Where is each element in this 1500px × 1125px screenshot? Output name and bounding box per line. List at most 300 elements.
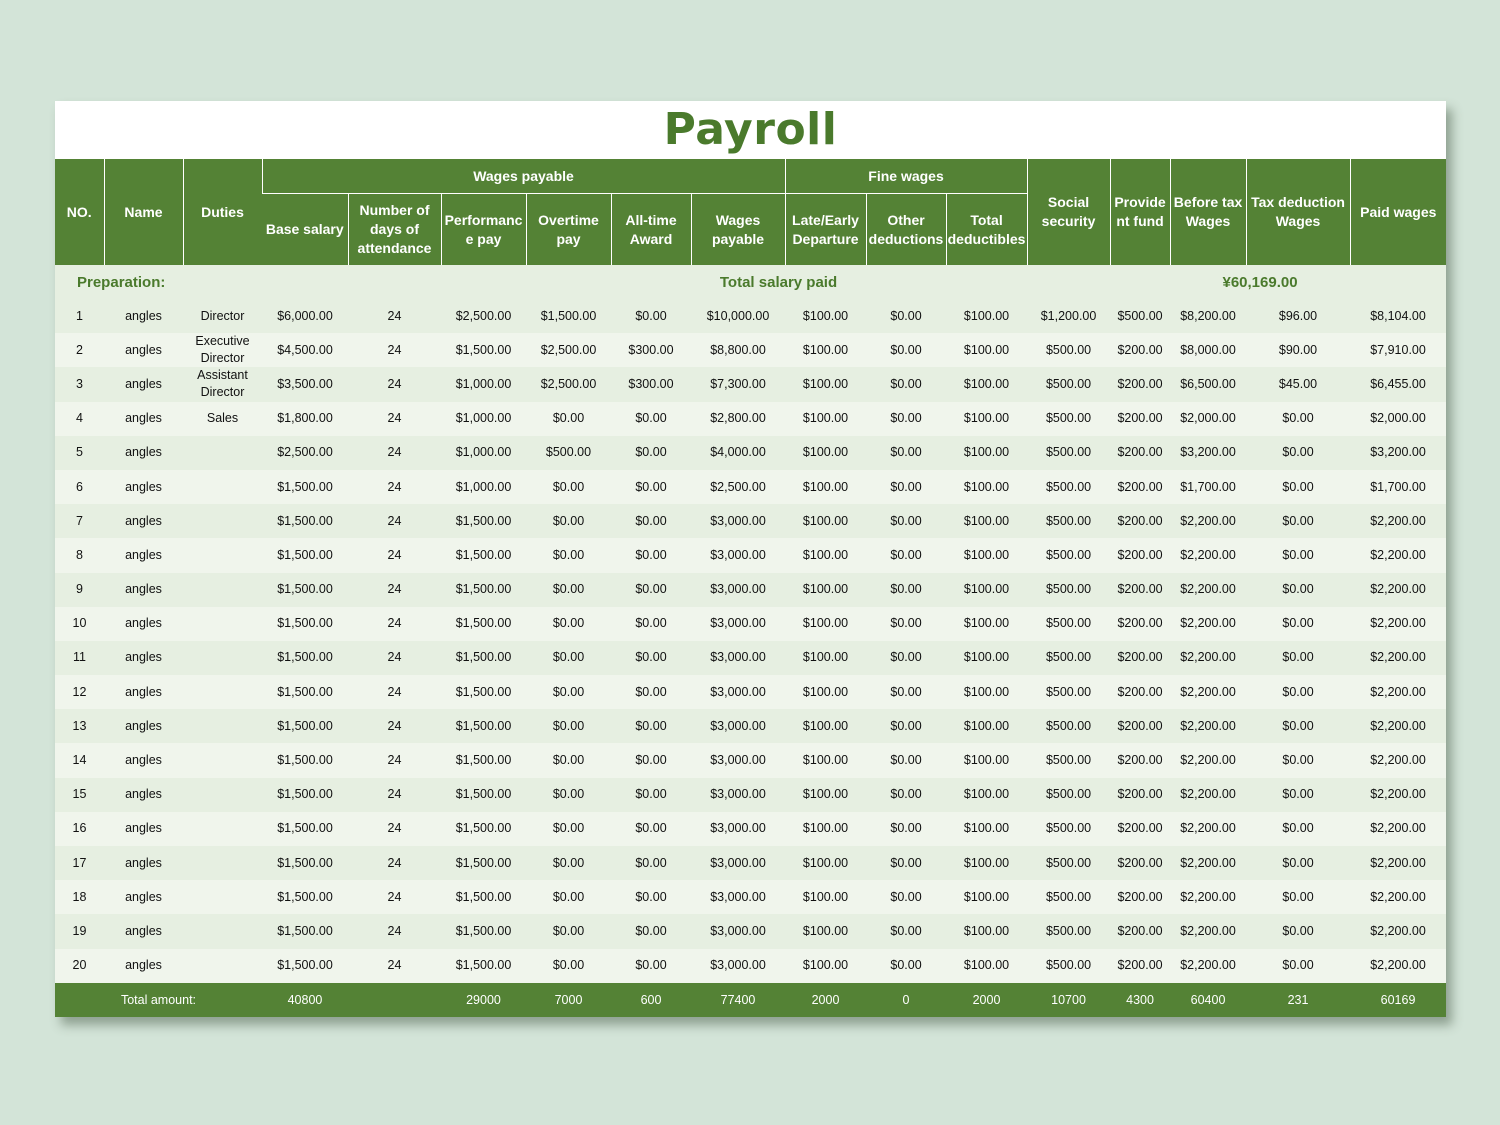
table-cell: 24 xyxy=(348,504,441,538)
table-cell: $100.00 xyxy=(785,812,866,846)
table-row xyxy=(55,504,1446,538)
table-cell xyxy=(183,436,262,470)
table-cell: $100.00 xyxy=(946,641,1027,675)
table-cell: $1,500.00 xyxy=(441,641,526,675)
table-cell: $200.00 xyxy=(1110,846,1170,880)
table-cell: $200.00 xyxy=(1110,949,1170,983)
table-row xyxy=(55,299,1446,333)
table-cell: $0.00 xyxy=(866,914,946,948)
table-cell: $8,800.00 xyxy=(691,333,785,367)
table-cell: $100.00 xyxy=(946,880,1027,914)
table-cell: $0.00 xyxy=(526,846,611,880)
table-cell: $2,500.00 xyxy=(526,333,611,367)
table-cell: 9 xyxy=(55,573,104,607)
table-cell: $2,200.00 xyxy=(1350,880,1446,914)
table-cell: $200.00 xyxy=(1110,573,1170,607)
table-cell: $100.00 xyxy=(946,812,1027,846)
table-cell xyxy=(183,880,262,914)
table-cell: $100.00 xyxy=(946,778,1027,812)
table-cell: $100.00 xyxy=(785,299,866,333)
table-cell: $100.00 xyxy=(785,367,866,401)
header-name: Name xyxy=(104,159,183,265)
table-cell: $500.00 xyxy=(1027,778,1110,812)
table-cell: $1,500.00 xyxy=(262,880,348,914)
table-cell: $2,000.00 xyxy=(1170,402,1246,436)
table-row xyxy=(55,914,1446,948)
table-cell: $0.00 xyxy=(611,675,691,709)
total-salary-label: Total salary paid xyxy=(691,265,866,299)
table-cell: $1,500.00 xyxy=(441,333,526,367)
table-cell: $0.00 xyxy=(866,812,946,846)
table-cell: $4,500.00 xyxy=(262,333,348,367)
table-cell: $0.00 xyxy=(526,949,611,983)
table-cell: $2,200.00 xyxy=(1170,709,1246,743)
table-cell: $0.00 xyxy=(1246,880,1350,914)
table-cell: $0.00 xyxy=(611,812,691,846)
table-cell: angles xyxy=(104,846,183,880)
payroll-sheet xyxy=(55,101,1446,1017)
table-row xyxy=(55,675,1446,709)
header-wages-payable: Wages payable xyxy=(691,194,785,266)
table-cell: $0.00 xyxy=(866,367,946,401)
table-cell: $500.00 xyxy=(1027,504,1110,538)
table-cell: $1,500.00 xyxy=(262,538,348,572)
table-cell: angles xyxy=(104,470,183,504)
table-cell: $100.00 xyxy=(946,504,1027,538)
table-cell: $0.00 xyxy=(611,607,691,641)
table-cell: $2,200.00 xyxy=(1170,743,1246,777)
table-cell: $7,910.00 xyxy=(1350,333,1446,367)
table-cell: $500.00 xyxy=(1027,709,1110,743)
table-cell: $1,200.00 xyxy=(1027,299,1110,333)
table-cell: $1,700.00 xyxy=(1170,470,1246,504)
table-cell: $0.00 xyxy=(866,504,946,538)
header-base-salary: Base salary xyxy=(262,194,348,266)
table-cell: $0.00 xyxy=(866,846,946,880)
table-cell: $0.00 xyxy=(526,812,611,846)
table-cell: 1 xyxy=(55,299,104,333)
table-cell: Executive Director xyxy=(183,333,262,367)
table-cell: $0.00 xyxy=(611,299,691,333)
table-cell: $3,000.00 xyxy=(691,573,785,607)
table-row xyxy=(55,880,1446,914)
header-duties: Duties xyxy=(183,159,262,265)
table-cell: $0.00 xyxy=(866,709,946,743)
table-cell: $0.00 xyxy=(866,778,946,812)
table-cell: $0.00 xyxy=(1246,675,1350,709)
table-cell: $0.00 xyxy=(526,402,611,436)
table-cell: $200.00 xyxy=(1110,641,1170,675)
table-cell: $100.00 xyxy=(785,846,866,880)
table-cell: $1,500.00 xyxy=(262,573,348,607)
table-row xyxy=(55,641,1446,675)
table-cell: $1,500.00 xyxy=(262,778,348,812)
header-other-deductions: Other deductions xyxy=(866,194,946,266)
table-cell: $100.00 xyxy=(785,675,866,709)
table-cell: $1,000.00 xyxy=(441,470,526,504)
table-cell: $2,200.00 xyxy=(1350,743,1446,777)
table-cell: $3,000.00 xyxy=(691,949,785,983)
table-row xyxy=(55,436,1446,470)
table-cell xyxy=(183,709,262,743)
table-cell: $4,000.00 xyxy=(691,436,785,470)
table-cell: $0.00 xyxy=(611,402,691,436)
table-cell xyxy=(183,504,262,538)
table-cell: 24 xyxy=(348,333,441,367)
table-cell: $1,500.00 xyxy=(441,709,526,743)
table-cell: $500.00 xyxy=(1027,846,1110,880)
table-cell: 24 xyxy=(348,641,441,675)
table-cell: $200.00 xyxy=(1110,914,1170,948)
table-cell: $2,500.00 xyxy=(262,436,348,470)
table-cell: angles xyxy=(104,504,183,538)
table-cell xyxy=(183,812,262,846)
table-cell: $0.00 xyxy=(611,436,691,470)
table-cell: Assistant Director xyxy=(183,367,262,401)
table-cell: $1,500.00 xyxy=(441,812,526,846)
table-cell: Director xyxy=(183,299,262,333)
table-cell: $0.00 xyxy=(866,675,946,709)
table-cell: $1,500.00 xyxy=(441,573,526,607)
table-cell: $0.00 xyxy=(1246,470,1350,504)
table-cell: $3,000.00 xyxy=(691,880,785,914)
table-cell: 18 xyxy=(55,880,104,914)
table-cell: $8,000.00 xyxy=(1170,333,1246,367)
table-cell: $2,200.00 xyxy=(1350,812,1446,846)
table-row xyxy=(55,709,1446,743)
table-cell: 3 xyxy=(55,367,104,401)
header-no: NO. xyxy=(55,159,104,265)
table-cell: $500.00 xyxy=(1027,470,1110,504)
table-cell: $500.00 xyxy=(1027,880,1110,914)
table-cell: $100.00 xyxy=(785,949,866,983)
table-cell: $2,500.00 xyxy=(526,367,611,401)
table-cell: $500.00 xyxy=(1110,299,1170,333)
table-cell: $1,500.00 xyxy=(262,470,348,504)
table-row xyxy=(55,573,1446,607)
totals-section xyxy=(55,983,1446,1017)
table-cell: $2,500.00 xyxy=(691,470,785,504)
preparation-section xyxy=(55,265,1446,299)
table-cell: $200.00 xyxy=(1110,778,1170,812)
table-cell: $0.00 xyxy=(866,573,946,607)
table-cell: $500.00 xyxy=(1027,675,1110,709)
table-cell: $500.00 xyxy=(1027,812,1110,846)
table-cell: $100.00 xyxy=(946,743,1027,777)
table-cell: $100.00 xyxy=(946,607,1027,641)
table-cell: $300.00 xyxy=(611,333,691,367)
table-cell: $2,200.00 xyxy=(1170,607,1246,641)
table-cell: 15 xyxy=(55,778,104,812)
table-cell: $1,500.00 xyxy=(441,880,526,914)
table-cell: $100.00 xyxy=(946,436,1027,470)
preparation-row xyxy=(55,265,1446,299)
table-cell: $0.00 xyxy=(526,573,611,607)
table-cell: 2 xyxy=(55,333,104,367)
table-cell: $0.00 xyxy=(526,743,611,777)
table-cell: $0.00 xyxy=(611,709,691,743)
table-cell: $500.00 xyxy=(1027,607,1110,641)
total-cell: 60400 xyxy=(1170,983,1246,1017)
header-overtime-pay: Overtime pay xyxy=(526,194,611,266)
table-cell: 24 xyxy=(348,709,441,743)
table-cell: 16 xyxy=(55,812,104,846)
table-cell: $200.00 xyxy=(1110,504,1170,538)
table-cell: angles xyxy=(104,675,183,709)
table-cell: $1,500.00 xyxy=(262,675,348,709)
table-cell: $100.00 xyxy=(946,470,1027,504)
table-cell: $500.00 xyxy=(1027,538,1110,572)
table-cell: $0.00 xyxy=(526,778,611,812)
table-cell: 11 xyxy=(55,641,104,675)
table-cell: $0.00 xyxy=(526,641,611,675)
table-cell xyxy=(183,641,262,675)
table-cell: $500.00 xyxy=(1027,949,1110,983)
table-cell: $100.00 xyxy=(946,709,1027,743)
table-cell: $2,200.00 xyxy=(1170,846,1246,880)
table-cell: $1,000.00 xyxy=(441,367,526,401)
table-cell: $0.00 xyxy=(526,504,611,538)
table-cell: $0.00 xyxy=(526,675,611,709)
table-cell: $200.00 xyxy=(1110,436,1170,470)
table-cell: $500.00 xyxy=(1027,402,1110,436)
table-cell: $300.00 xyxy=(611,367,691,401)
total-cell: 60169 xyxy=(1350,983,1446,1017)
table-header xyxy=(55,159,1446,265)
table-cell: $1,500.00 xyxy=(441,675,526,709)
table-cell: $100.00 xyxy=(785,607,866,641)
table-row xyxy=(55,812,1446,846)
table-cell: $2,200.00 xyxy=(1170,538,1246,572)
table-cell: $100.00 xyxy=(946,367,1027,401)
table-cell: $100.00 xyxy=(785,402,866,436)
header-tax-deduction: Tax deduction Wages xyxy=(1246,159,1350,265)
table-cell: $2,200.00 xyxy=(1170,573,1246,607)
header-before-tax: Before tax Wages xyxy=(1170,159,1246,265)
table-cell: $100.00 xyxy=(785,333,866,367)
table-cell: $0.00 xyxy=(611,880,691,914)
preparation-label: Preparation: xyxy=(55,265,262,299)
table-cell: $1,500.00 xyxy=(262,812,348,846)
table-cell: $1,800.00 xyxy=(262,402,348,436)
table-cell: $100.00 xyxy=(785,504,866,538)
table-cell: $0.00 xyxy=(1246,743,1350,777)
table-cell xyxy=(183,778,262,812)
table-cell: $0.00 xyxy=(526,538,611,572)
table-cell: $8,104.00 xyxy=(1350,299,1446,333)
table-row xyxy=(55,778,1446,812)
table-cell: $2,200.00 xyxy=(1170,812,1246,846)
total-cell: 0 xyxy=(866,983,946,1017)
table-cell: $10,000.00 xyxy=(691,299,785,333)
table-cell xyxy=(183,573,262,607)
totals-row xyxy=(55,983,1446,1017)
table-cell: $500.00 xyxy=(1027,914,1110,948)
table-cell: 24 xyxy=(348,675,441,709)
table-cell: $2,200.00 xyxy=(1170,914,1246,948)
table-cell: $100.00 xyxy=(946,538,1027,572)
table-cell: $0.00 xyxy=(526,607,611,641)
table-cell xyxy=(183,538,262,572)
table-cell: $1,500.00 xyxy=(441,778,526,812)
table-cell: $500.00 xyxy=(1027,436,1110,470)
table-cell: 24 xyxy=(348,880,441,914)
page-title: Payroll xyxy=(663,104,838,155)
table-cell: $200.00 xyxy=(1110,367,1170,401)
table-cell: $3,000.00 xyxy=(691,538,785,572)
table-cell xyxy=(183,607,262,641)
table-cell: $100.00 xyxy=(785,470,866,504)
table-cell: $0.00 xyxy=(611,914,691,948)
table-cell: $0.00 xyxy=(1246,607,1350,641)
table-cell: angles xyxy=(104,641,183,675)
table-cell: 24 xyxy=(348,538,441,572)
total-salary-value: ¥60,169.00 xyxy=(1170,265,1350,299)
table-cell: 19 xyxy=(55,914,104,948)
table-cell: $0.00 xyxy=(866,299,946,333)
table-cell: $0.00 xyxy=(1246,846,1350,880)
table-cell: 24 xyxy=(348,846,441,880)
table-cell: $0.00 xyxy=(1246,402,1350,436)
table-cell: $500.00 xyxy=(526,436,611,470)
table-cell: angles xyxy=(104,709,183,743)
table-cell: $2,200.00 xyxy=(1350,504,1446,538)
header-days-attendance: Number of days of attendance xyxy=(348,194,441,266)
table-cell: $3,000.00 xyxy=(691,675,785,709)
table-cell: $1,500.00 xyxy=(441,504,526,538)
header-wages-payable-group: Wages payable xyxy=(262,159,785,194)
table-cell: 5 xyxy=(55,436,104,470)
table-cell: $45.00 xyxy=(1246,367,1350,401)
table-cell: $0.00 xyxy=(866,470,946,504)
table-row xyxy=(55,333,1446,367)
table-cell: angles xyxy=(104,607,183,641)
table-cell: $3,000.00 xyxy=(691,504,785,538)
table-cell: angles xyxy=(104,299,183,333)
table-cell: $200.00 xyxy=(1110,709,1170,743)
table-row xyxy=(55,607,1446,641)
table-cell: angles xyxy=(104,949,183,983)
table-cell: $100.00 xyxy=(785,573,866,607)
table-cell: $3,000.00 xyxy=(691,778,785,812)
table-cell: $2,200.00 xyxy=(1350,607,1446,641)
table-cell: 24 xyxy=(348,914,441,948)
table-cell: 10 xyxy=(55,607,104,641)
table-cell: $3,200.00 xyxy=(1350,436,1446,470)
table-cell: $0.00 xyxy=(866,949,946,983)
table-cell: $2,200.00 xyxy=(1170,880,1246,914)
table-cell: 24 xyxy=(348,299,441,333)
table-cell: 24 xyxy=(348,573,441,607)
table-cell: $2,200.00 xyxy=(1170,675,1246,709)
table-cell: $0.00 xyxy=(866,538,946,572)
table-cell: $100.00 xyxy=(785,538,866,572)
table-cell: $3,000.00 xyxy=(691,743,785,777)
table-row xyxy=(55,538,1446,572)
table-cell: 24 xyxy=(348,778,441,812)
table-cell: $0.00 xyxy=(611,743,691,777)
table-cell: $500.00 xyxy=(1027,641,1110,675)
table-cell: 24 xyxy=(348,812,441,846)
table-cell: $0.00 xyxy=(611,846,691,880)
total-cell: 10700 xyxy=(1027,983,1110,1017)
table-cell: $2,200.00 xyxy=(1170,949,1246,983)
table-cell: $2,200.00 xyxy=(1350,538,1446,572)
table-row xyxy=(55,743,1446,777)
table-cell: $500.00 xyxy=(1027,367,1110,401)
table-cell: $2,200.00 xyxy=(1350,709,1446,743)
table-cell: 24 xyxy=(348,402,441,436)
table-cell: $0.00 xyxy=(611,949,691,983)
table-cell: $500.00 xyxy=(1027,333,1110,367)
table-cell: $1,000.00 xyxy=(441,402,526,436)
table-cell: $200.00 xyxy=(1110,880,1170,914)
table-cell xyxy=(183,846,262,880)
table-cell: $0.00 xyxy=(866,402,946,436)
table-cell: angles xyxy=(104,778,183,812)
header-performance-pay: Performanc e pay xyxy=(441,194,526,266)
table-cell: $0.00 xyxy=(866,607,946,641)
table-cell: $2,200.00 xyxy=(1350,778,1446,812)
table-cell: angles xyxy=(104,402,183,436)
header-fine-wages-group: Fine wages xyxy=(785,159,1027,194)
table-cell: $6,500.00 xyxy=(1170,367,1246,401)
table-cell: $0.00 xyxy=(611,470,691,504)
title-row xyxy=(55,101,1446,159)
table-cell: $3,500.00 xyxy=(262,367,348,401)
table-cell: $1,500.00 xyxy=(262,846,348,880)
table-body xyxy=(55,299,1446,983)
total-cell: 231 xyxy=(1246,983,1350,1017)
table-cell: $0.00 xyxy=(611,573,691,607)
table-cell: $8,200.00 xyxy=(1170,299,1246,333)
table-cell: $1,500.00 xyxy=(441,949,526,983)
table-cell: Sales xyxy=(183,402,262,436)
table-cell: $6,455.00 xyxy=(1350,367,1446,401)
table-cell: 13 xyxy=(55,709,104,743)
table-cell: 24 xyxy=(348,470,441,504)
table-cell: $0.00 xyxy=(526,470,611,504)
table-cell: $100.00 xyxy=(785,709,866,743)
table-cell: $200.00 xyxy=(1110,333,1170,367)
table-cell: $1,500.00 xyxy=(441,743,526,777)
table-cell: $0.00 xyxy=(866,880,946,914)
table-cell: $200.00 xyxy=(1110,470,1170,504)
totals-label: Total amount: xyxy=(55,983,262,1017)
table-cell: angles xyxy=(104,367,183,401)
table-cell: 7 xyxy=(55,504,104,538)
header-late-early: Late/Early Departure xyxy=(785,194,866,266)
table-cell: angles xyxy=(104,880,183,914)
table-cell: $3,000.00 xyxy=(691,641,785,675)
table-row xyxy=(55,846,1446,880)
table-cell: $0.00 xyxy=(526,914,611,948)
table-cell: $0.00 xyxy=(1246,436,1350,470)
table-cell: $1,000.00 xyxy=(441,436,526,470)
table-cell: $2,000.00 xyxy=(1350,402,1446,436)
table-cell: $3,000.00 xyxy=(691,709,785,743)
header-paid-wages: Paid wages xyxy=(1350,159,1446,265)
table-cell: $0.00 xyxy=(526,880,611,914)
table-cell: $100.00 xyxy=(946,675,1027,709)
table-cell: angles xyxy=(104,743,183,777)
table-cell: $2,200.00 xyxy=(1170,504,1246,538)
table-cell: $0.00 xyxy=(611,504,691,538)
table-cell: $1,500.00 xyxy=(262,743,348,777)
table-cell: 24 xyxy=(348,367,441,401)
table-cell: $2,200.00 xyxy=(1350,675,1446,709)
table-cell: angles xyxy=(104,333,183,367)
